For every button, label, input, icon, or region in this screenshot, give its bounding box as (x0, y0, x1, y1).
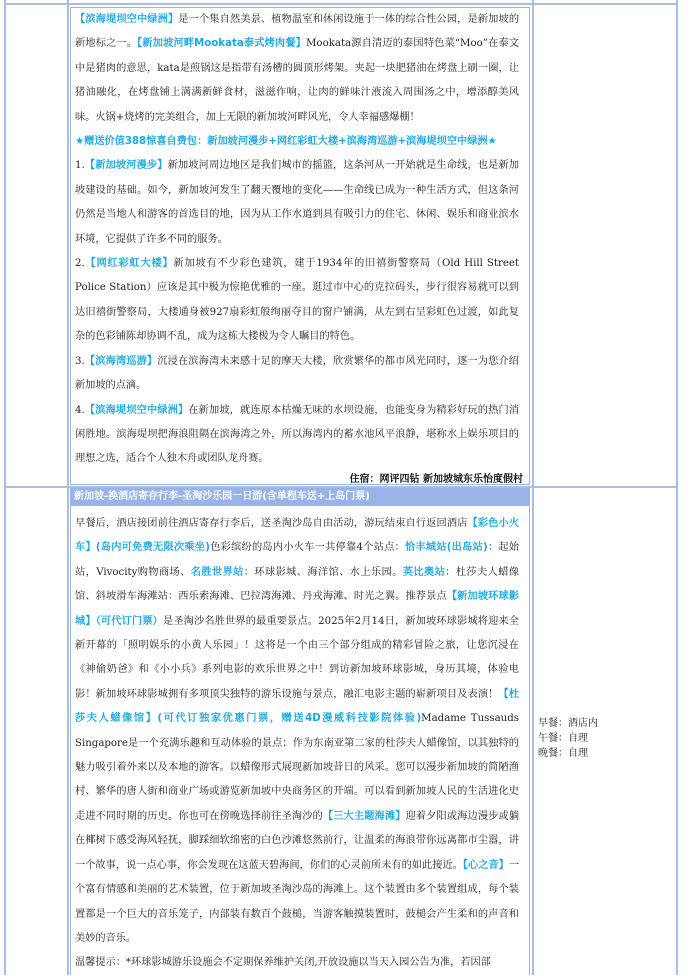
day1-description (75, 8, 519, 472)
item-2: 2.【网红彩虹大楼】新加坡有不少彩色建筑，建于1934年的旧禧街警察局（Old Hill Street Police Station）应该是其中极为惊艳优雅的一座。逛过市中心的克拉码头，步行很容易就可以到达旧禧街警察局，大楼通身被927扇彩虹般绚丽夺目的窗户铺满，从左到右呈彩虹色过渡，如此复杂的色彩铺陈却协调不乱，成为这栋大楼极为令人瞩目的特色。 (75, 258, 520, 343)
meals-info (538, 716, 598, 761)
intro-paragraph: 【滨海堤坝空中绿洲】是一个集自然美景、植物温室和休闲设施于一体的综合性公园，是新加坡的新地标之一。【新加坡河畔Mookata泰式烤肉餐】Mookata源自清迈的泰国特色菜“Moo”在泰文中是猪肉的意思，kata是煎锅这是指带有汤槽的圆顶形烤架。夹起一块肥猪油在烤盘上刷一圈，让猪油融化，在烤盘铺上满满新鲜食材，滋滋作响，让肉的鲜味汁液流入周围汤之中，增添醇美风味。火锅+烧烤的完美组合，加上无限的新加坡河畔风光，令人幸福感爆棚！ (75, 14, 520, 123)
item-4: 4.【滨海堤坝空中绿洲】在新加坡，就连原本枯燥无味的水坝设施，也能变身为精彩好玩的热门消闲胜地。滨海堤坝把海浪阻隔在滨海湾之外，所以海湾内的蓄水池风平浪静，堪称水上娱乐项目的理想之选，适合个人独木舟或团队龙舟赛。 (75, 404, 520, 465)
dinner: 晚餐：自理 (538, 748, 588, 759)
meal-name: 【新加坡河畔Mookata泰式烤肉餐】 (137, 38, 306, 50)
lunch: 午餐：自理 (538, 733, 588, 744)
day2-description (75, 512, 519, 976)
table-border-top (4, 3, 678, 5)
day2-paragraph: 早餐后，酒店接团前往酒店寄存行李后，送圣淘沙岛自由活动，游玩结束自行返回酒店【彩色小火车】(岛内可免费无限次乘坐)色彩缤纷的岛内小火车一共停靠4个站点：恰丰城站(出岛站)：起始站，Vivocity购物商场、名胜世界站：环球影城、海洋馆、水上乐园。英比奥站：杜莎夫人蜡像馆、斜坡滑车海滩站：西乐索海滩、巴拉湾海滩、丹戎海滩、时光之翼。推荐景点【新加坡环球影城】（可代订门票）是圣淘沙名胜世界的最重要景点。2025年2月14日，新加坡环球影城将迎来全新开幕的「照明娱乐的小黄人乐园」！这将是一个由三个部分组成的精彩冒险之旅，让您沉浸在《神偷奶爸》和《小小兵》系列电影的欢乐世界之中！到访新加坡环球影城，身历其境，体验电影！新加坡环球影城拥有多项顶尖独特的游乐设施与景点，融汇电影主题的崭新项目及表演！【杜莎夫人蜡像馆】(可代订独家优惠门票，赠送4D漫威科技影院体验)Madame Tussauds Singapore是一个充满乐趣和互动体验的景点；作为东南亚第二家的杜莎夫人蜡像馆，以其独特的魅力吸引着外来以及本地的游客。以蜡像形式展现新加坡昔日的风采。您可以漫步新加坡的简陋渔村、繁华的唐人街和商业广场或游览新加坡中央商务区的开端。可以看到新加坡人民的生活进化史走进不同时期的历史。你也可在傍晚选择前往圣淘沙的【三大主题海滩】迎着夕阳或海边漫步或躺在椰树下感受海风轻抚，脚踩细软绵密的白色沙滩悠然前行，让温柔的海浪带你远离都市尘嚣，讲一个故事，说一点心事，你会发现在这蓝天碧海间，你们的心灵前所未有的如此接近。【心之音】一个富有情感和美丽的艺术装置，位于新加坡圣淘沙岛的海滩上。这个装置由多个装置组成，每个装置都是一个巨大的音乐笼子，内部装有数百个鼓槌，当游客触摸装置时，鼓槌会产生柔和的声音和美妙的音乐。 (75, 518, 520, 944)
breakfast: 早餐：酒店内 (538, 718, 598, 729)
accommodation-line: 住宿：网评四钻 新加坡城东乐怡度假村 (349, 474, 523, 485)
item-1: 1.【新加坡河漫步】新加坡河周边地区是我们城市的摇篮，这条河从一开始就是生命线，也是新加坡建设的基础。如今，新加坡河发生了翻天覆地的变化——生命线已成为一种生活方式，但这条河仍然是当地人和游客的首选目的地，因为从工作水道到具有吸引力的住宅、休闲、娱乐和商业滨水环境，它提供了许多不同的服务。 (75, 160, 520, 245)
tip-line: 温馨提示：*环球影城游乐设施会不定期保养维护关闭,开放设施以当天入园公告为准，若因部 (75, 957, 491, 969)
item-3: 3.【滨海湾巡游】沉浸在滨海湾未来感十足的摩天大楼，欣赏繁华的都市风光同时，逐一为您介绍新加坡的点滴。 (75, 355, 519, 392)
gift-package-line: ★赠送价值388惊喜自费包：新加坡河漫步+网红彩虹大楼+滨海湾巡游+滨海堤坝空中绿洲★ (75, 136, 497, 148)
day2-header: 新加坡-换酒店寄存行李-圣淘沙乐园一日游(含单程车送+上岛门票) (70, 488, 530, 505)
sight-name: 【滨海堤坝空中绿洲】 (75, 14, 179, 25)
